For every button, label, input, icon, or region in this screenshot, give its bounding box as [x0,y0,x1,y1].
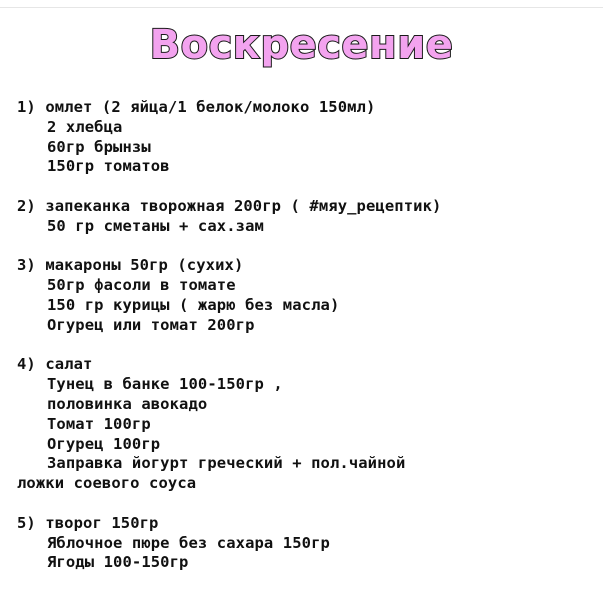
spacer [17,336,597,356]
meal-1 [17,98,597,177]
meal-line-wrapped: ложки соевого соуса [17,474,197,493]
meal-line: Заправка йогурт греческий + пол.чайной [47,454,406,473]
top-divider [0,7,603,8]
meal-line: Томат 100гр [47,414,151,433]
meal-5 [17,514,597,573]
meal-line: 3) макароны 50гр (сухих) [17,256,244,275]
spacer [17,494,597,514]
meal-line: Яблочное пюре без сахара 150гр [47,533,330,552]
page-title: Воскресение [149,22,454,68]
meal-3 [17,256,597,335]
meal-line: 5) творог 150гр [17,513,159,532]
meal-number: 2) [17,196,36,215]
meal-line: 4) салат [17,355,93,374]
meal-line: Ягоды 100-150гр [47,553,189,572]
spacer [17,177,597,197]
meal-list [17,98,597,573]
meal-number: 3) [17,256,36,275]
spacer [17,237,597,257]
meal-number: 4) [17,355,36,374]
meal-line: 150гр томатов [47,157,170,176]
meal-line: Огурец или томат 200гр [47,315,255,334]
meal-line: 1) омлет (2 яйца/1 белок/молоко 150мл) [17,98,376,116]
meal-number: 1) [17,98,36,116]
meal-line: Тунец в банке 100-150гр , [47,375,283,394]
meal-line: 2) запеканка творожная 200гр ( #мяу_рецептик) [17,196,442,215]
meal-2 [17,197,597,237]
meal-line: 50 гр сметаны + сах.зам [47,216,264,235]
meal-4 [17,355,597,494]
meal-line: половинка авокадо [47,394,208,413]
meal-line: Огурец 100гр [47,434,161,453]
meal-line: 150 гр курицы ( жарю без масла) [47,295,340,314]
meal-line: 2 хлебца [47,117,123,136]
meal-number: 5) [17,513,36,532]
meal-line: 60гр брынзы [47,137,151,156]
meal-line: 50гр фасоли в томате [47,276,236,295]
